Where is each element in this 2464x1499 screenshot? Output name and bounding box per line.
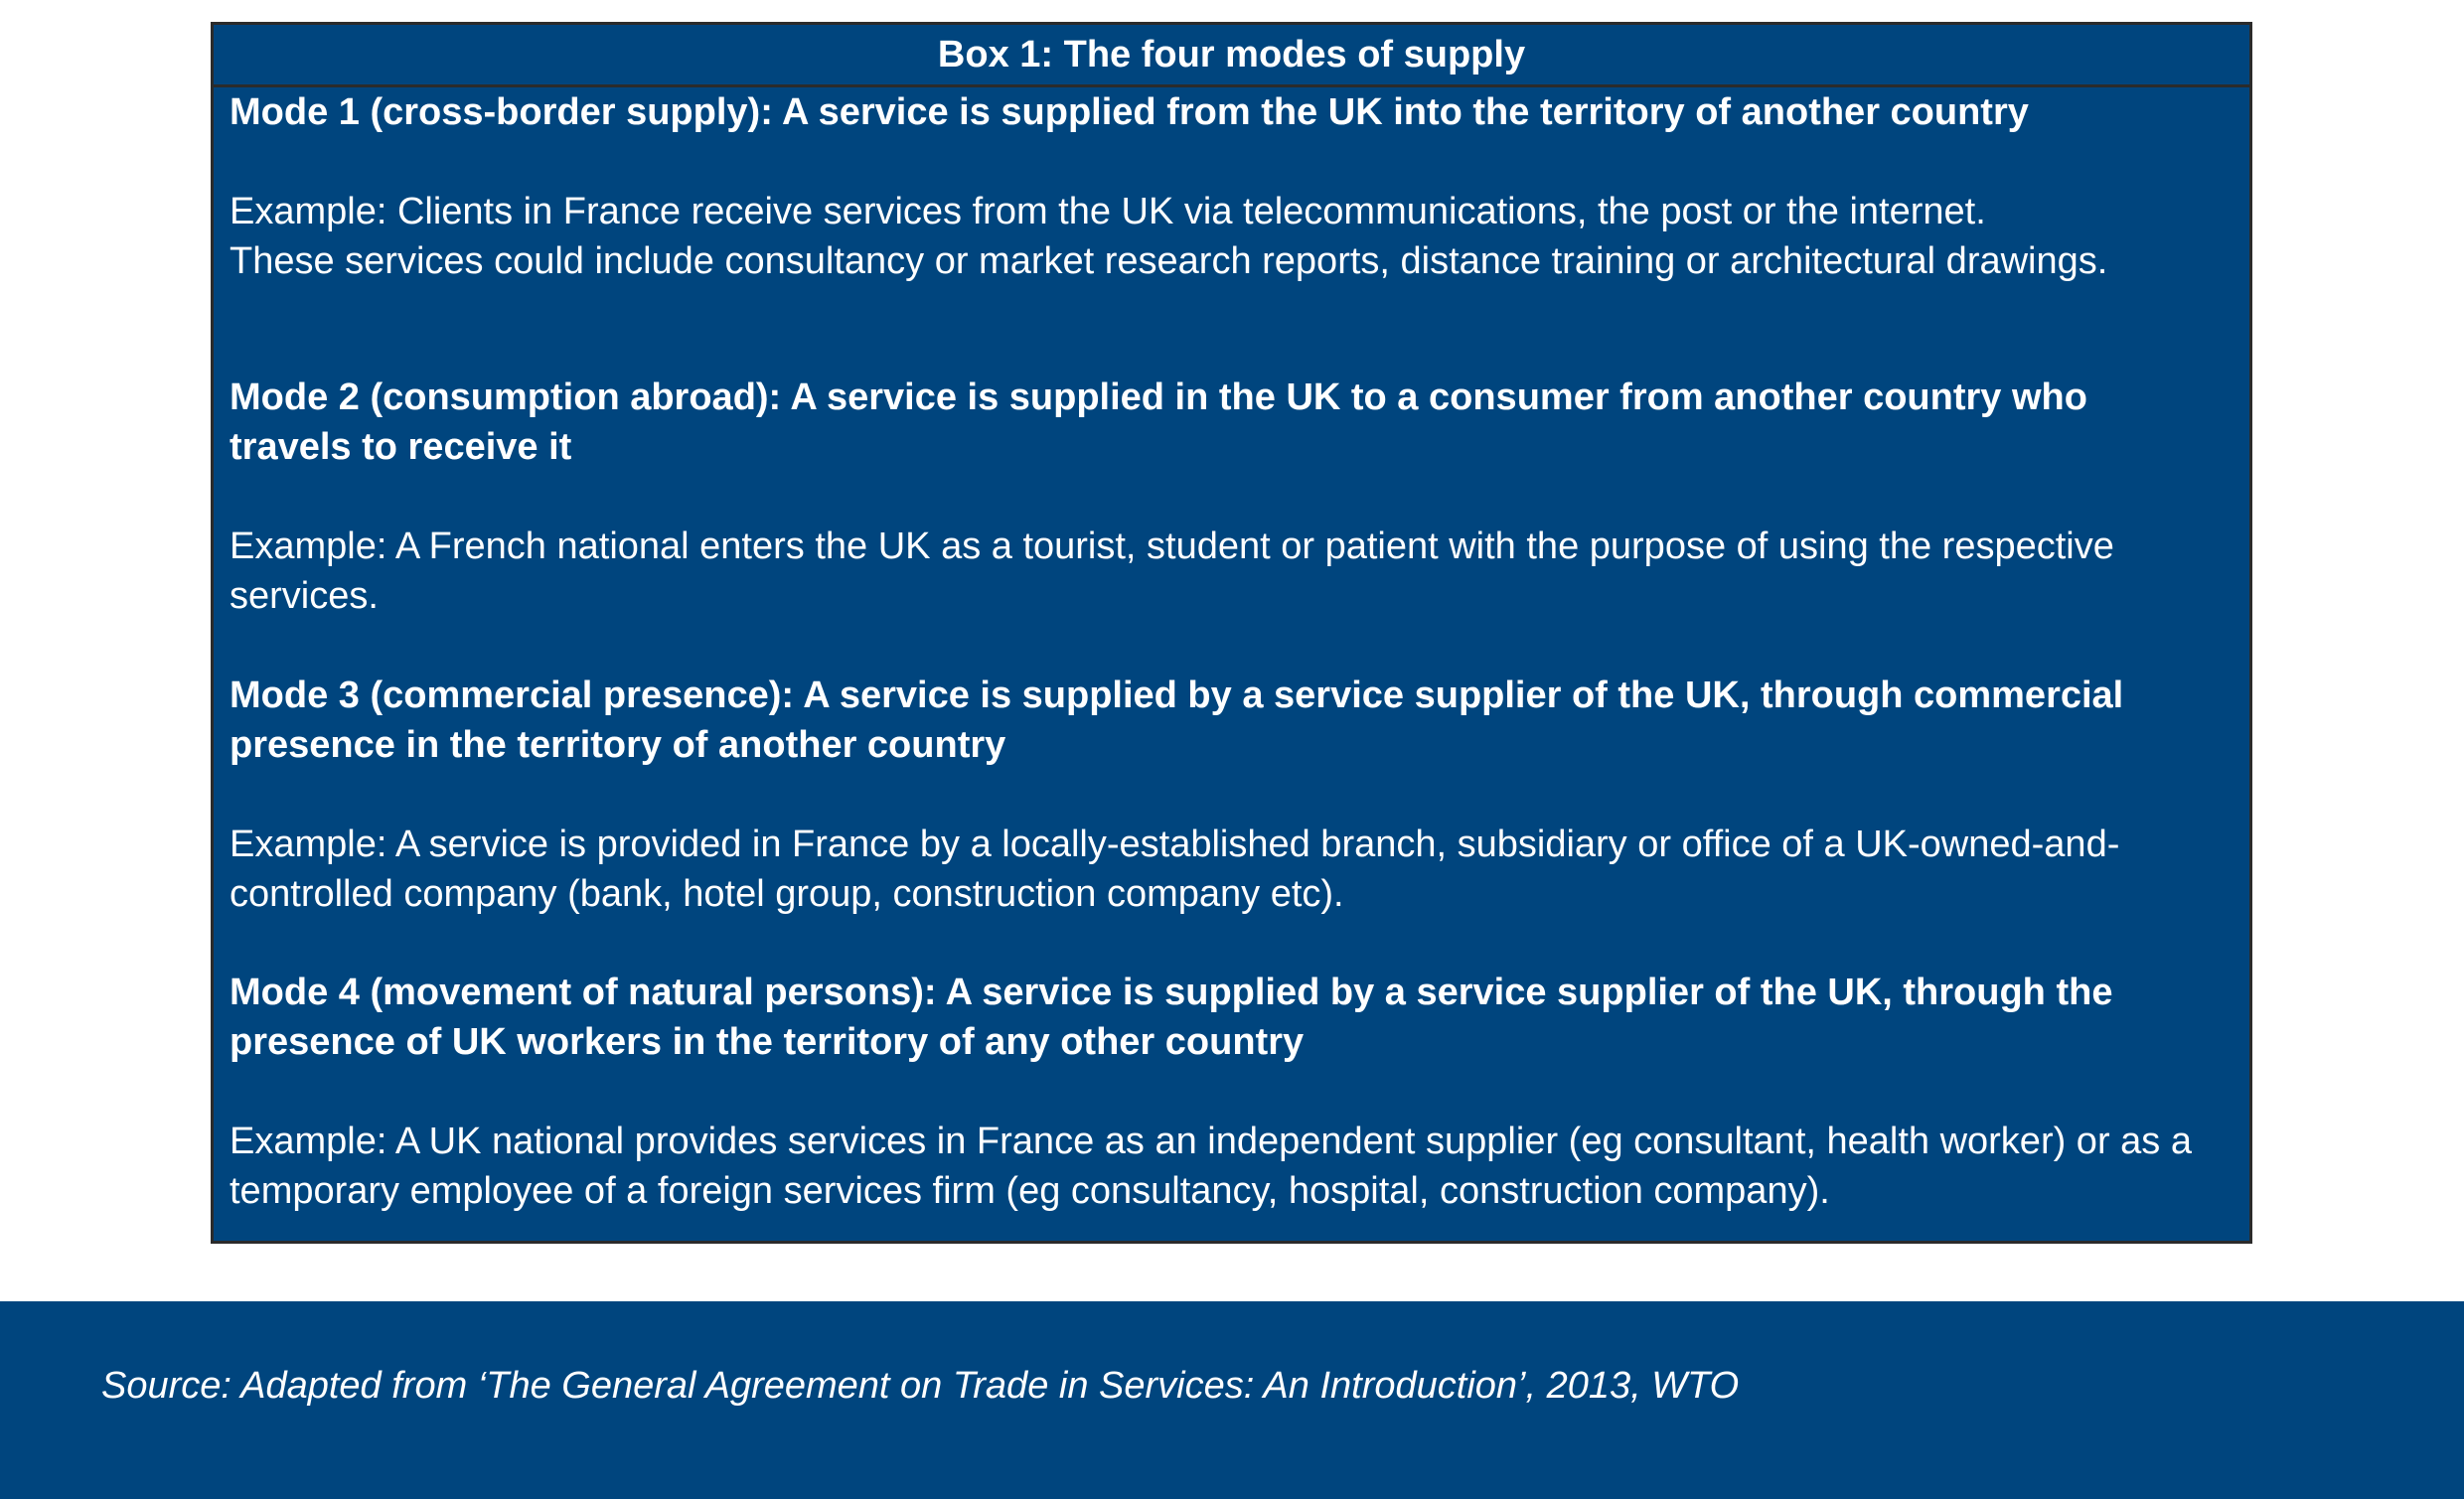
mode-1-section (230, 87, 2249, 286)
mode-1-heading: Mode 1 (cross-border supply): A service is supplied from the UK into the territory of another country (230, 91, 2029, 133)
box-title: Box 1: The four modes of supply (214, 25, 2249, 87)
modes-of-supply-box (211, 22, 2252, 1244)
mode-3-heading: Mode 3 (commercial presence): A service is supplied by a service supplier of the UK, through commercial presence in the territory of another country (230, 675, 2124, 766)
spacer (230, 472, 2249, 522)
mode-1-example-line-2: These services could include consultancy or market research reports, distance training or architectural drawings. (230, 240, 2108, 282)
mode-2-example (230, 522, 2249, 621)
mode-4-heading: Mode 4 (movement of natural persons): A service is supplied by a service supplier of the UK, through the presence of UK workers in the territory of any other country (230, 972, 2113, 1063)
spacer (230, 1067, 2249, 1117)
mode-3-example-line-1: Example: A service is provided in France by a locally-established branch, subsidiary or office of a UK-owned-and-controlled company (bank, hotel group, construction company etc). (230, 824, 2120, 915)
mode-3-example (230, 820, 2249, 919)
mode-3-section (230, 671, 2249, 919)
spacer (230, 770, 2249, 820)
source-citation: Source: Adapted from ‘The General Agreement on Trade in Services: An Introduction’, 2013, WTO (101, 1365, 1740, 1407)
mode-4-example (230, 1117, 2249, 1216)
mode-1-example (230, 187, 2249, 286)
mode-4-example-line-1: Example: A UK national provides services in France as an independent supplier (eg consultant, health worker) or as a temporary employee of a foreign services firm (eg consultancy, hospital, construction company). (230, 1121, 2192, 1212)
mode-1-example-line-1: Example: Clients in France receive services from the UK via telecommunications, the post or the internet. (230, 191, 1986, 232)
mode-2-heading: Mode 2 (consumption abroad): A service is supplied in the UK to a consumer from another country who travels to receive it (230, 376, 2087, 468)
mode-2-section (230, 373, 2249, 621)
mode-4-section (230, 968, 2249, 1216)
spacer (230, 137, 2249, 187)
mode-2-example-line-1: Example: A French national enters the UK as a tourist, student or patient with the purpose of using the respective services. (230, 525, 2114, 617)
source-footer (0, 1301, 2464, 1499)
